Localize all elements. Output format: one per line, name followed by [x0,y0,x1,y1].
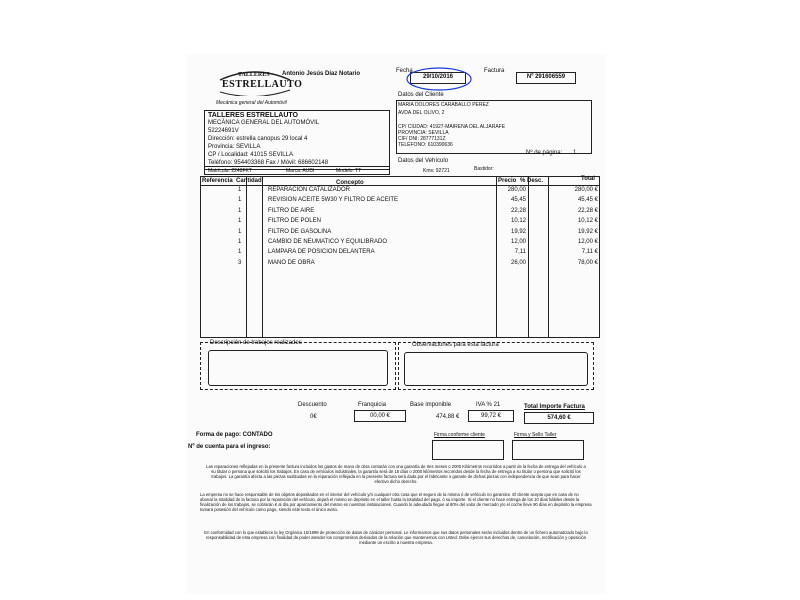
cuenta-ingreso: Nº de cuenta para el ingreso: [188,444,271,450]
col-divider-1 [246,176,247,338]
vehiculo-title: Datos del Vehículo [398,158,449,164]
fecha-label: Fecha [396,68,413,74]
cliente-name: MARIA DOLORES CARABALLO PEREZ [398,102,489,108]
taller-nif: 52224691V [208,128,239,134]
invoice-sheet [186,54,606,594]
forma-pago: Forma de pago: CONTADO [196,432,273,438]
cliente-dni: CIF/ DNI: 28777131Z [398,136,446,142]
row-qty: 3 [238,259,242,266]
tagline: Mecánica general del Automóvil [216,100,287,106]
row-price: 280,00 [507,187,526,193]
cliente-title: Datos del Cliente [398,92,444,98]
row-qty: 1 [238,207,242,214]
legal-datos: En conformidad con lo que establece la ley Orgánica 15/1999 de protección de datos de carácter personal. Le informamos que sus datos personales serán incluidos dentro de un fichero automatizado bajo la responsabilidad de esta empresa con finalidad de poder atender los compromisos derivados de la relación que mantenemos con Usted. Debe ejercer sus derechos de, cancelación, rectificación y oposición mediante un escrito a nuestra empresa. [204,530,588,545]
taller-cp: CP / Localidad: 41015 SEVILLA [208,152,293,158]
row-concept: REPARACION CATALIZADOR [268,187,351,193]
row-total: 12,00 € [577,239,598,245]
row-qty: 1 [238,239,242,245]
row-price: 12,00 [510,239,526,245]
row-total: 10,12 € [577,218,598,225]
col-referencia: Referencia [202,178,233,184]
franquicia-label: Franquicia [358,402,387,408]
row-total: 280,00 € [574,187,598,193]
cliente-city: CP/ CIUDAD: 41927-MAIRENA DEL ALJARAFE [398,124,506,130]
descuento-value: 0€ [310,414,317,420]
row-price: 26,00 [510,259,526,266]
row-price: 22,28 [510,207,526,214]
observaciones-box [404,352,588,386]
modelo: Modelo: TT [336,168,362,174]
col-divider-4 [528,176,529,338]
base-label: Base imponible [410,402,452,408]
factura-label: Factura [484,68,505,74]
cliente-address: AVDA.DEL OLIVO, 2 [398,110,445,116]
row-concept: LAMPARA DE POSICION DELANTERA [268,249,375,256]
date-circle-annotation [404,64,474,92]
taller-phones: Teléfono: 954403368 Fax / Móvil: 686602148 [208,160,329,166]
row-concept: CAMBIO DE NEUMATICO Y EQUILIBRADO [268,239,388,245]
firma-taller-box [512,440,584,460]
table-header-divider [200,185,600,186]
row-concept: FILTRO DE POLEN [268,218,321,225]
factura-value: Nº 291606559 [526,74,566,80]
row-total: 7,11 € [581,249,598,256]
row-total: 22,28 € [577,207,598,214]
owner-name: Antonio Jesús Díaz Notario [282,71,361,77]
marca: Marca: AUDI [286,168,315,174]
total-value: 574,60 € [547,415,571,421]
row-total: 45,45 € [577,197,598,204]
taller-name: TALLERES ESTRELLAUTO [208,112,298,119]
fecha-value: 29/10/2016 [422,74,454,80]
col-desc: % Desc. [520,178,544,184]
row-price: 19,92 [510,228,526,235]
taller-province: Provincia: SEVILLA [208,144,261,150]
row-total: 19,92 € [577,228,598,235]
col-precio: Precio [498,178,517,184]
legal-responsabilidad: La empresa no se hace responsable de los objetos depositados en el interior del vehículo y/o cualquier otra cosa que el seguro de la misma ó de vehículo no garantice. El cliente acepta que en caso de no abonar la totalidad de la factura por la reparación del vehículo, dejará el mismo en depósito en el taller hasta la totalidad del pago, ó su importe. Si el cliente no hace entrega de los 10 días hábiles desde la finalización de los trabajos, se cobrarán € al día por aparcamiento del mismo en nuestras instalaciones. Cuando lo adeudado llegue al 80% del valor de mercado y/o el coche lleve 90 días en depósito la empresa tomará posesión del vehículo como pago, siendo este texto el único aviso. [200,492,592,512]
logo-line2: ESTRELLAUTO [222,79,303,90]
row-price: 7,11 [514,249,526,256]
matricula: Matrícula: 2248FKT [208,168,252,174]
iva-value: 99,72 € [480,413,502,419]
legal-garantia: Las reparaciones reflejadas en la presente factura incluidos los gastos de mano de obra contarán con una garantía de tres meses o 2000 Kilómetros recorridos a partir de la fecha de entrega del vehículo a su titular o persona que solicitó los trabajos. En caso de vehículos industriales, la garantía será de 15 días o 2000 kilómetros recorridos desde la fecha de entrega a su titular o persona que solicitó los trabajos. La garantía afecta a las piezas sustituidas en la reparación reflejada en la presente factura será dada por el fabricante o garante de dichas piezas con independencia de que sean para hacer efectivo dicho derecho. [206,464,586,484]
bastidor: Bastidor: [474,166,494,172]
row-price: 45,45 [510,197,526,204]
page-value: 1 [573,150,577,156]
row-concept: FILTRO DE AIRE [268,207,315,214]
cliente-phone: TELÉFONO: 610390636 [398,142,453,148]
firma-cliente-label: Firma conforme cliente [434,432,485,438]
row-concept: MANO DE OBRA [268,259,315,266]
row-qty: 1 [238,249,242,256]
row-price: 10,12 [510,218,526,225]
col-cantidad: Cantidad [236,178,262,184]
col-concepto: Concepto [336,180,364,186]
row-concept: REVISION ACEITE 5W30 Y FILTRO DE ACEITE [268,197,399,204]
taller-address: Dirección: estrella canopus 29 local 4 [208,136,308,142]
row-concept: FILTRO DE GASOLINA [268,228,332,235]
iva-label: IVA % 21 [476,402,501,408]
row-qty: 1 [238,187,242,193]
observaciones-title: Observaciones para esta factura [412,342,499,348]
descripcion-box [208,350,388,386]
cliente-province: PROVINCIA: SEVILLA [398,130,449,136]
items-table [200,176,600,338]
row-qty: 1 [238,228,242,235]
firma-taller-label: Firma y Sello Taller [514,432,557,438]
col-divider-5 [548,176,549,338]
page-label: Nº de página: [526,150,563,156]
col-divider-2 [262,176,263,338]
descuento-label: Descuento [298,402,327,408]
row-qty: 1 [238,218,242,225]
row-qty: 1 [238,197,242,204]
total-label: Total Importe Factura [524,404,585,410]
franquicia-value: 00,00 € [369,413,391,419]
firma-cliente-box [432,440,504,460]
taller-activity: MECÁNICA GENERAL DEL AUTOMÓVIL [208,120,320,126]
col-total: Total [581,176,595,182]
kms: Kms: 92721 [423,168,450,174]
descripcion-title: Descripción de trabajos realizados [210,340,302,346]
base-value: 474,88 € [436,414,460,420]
row-total: 78,00 € [577,259,598,266]
logo-line1: TALLERES [238,72,270,78]
